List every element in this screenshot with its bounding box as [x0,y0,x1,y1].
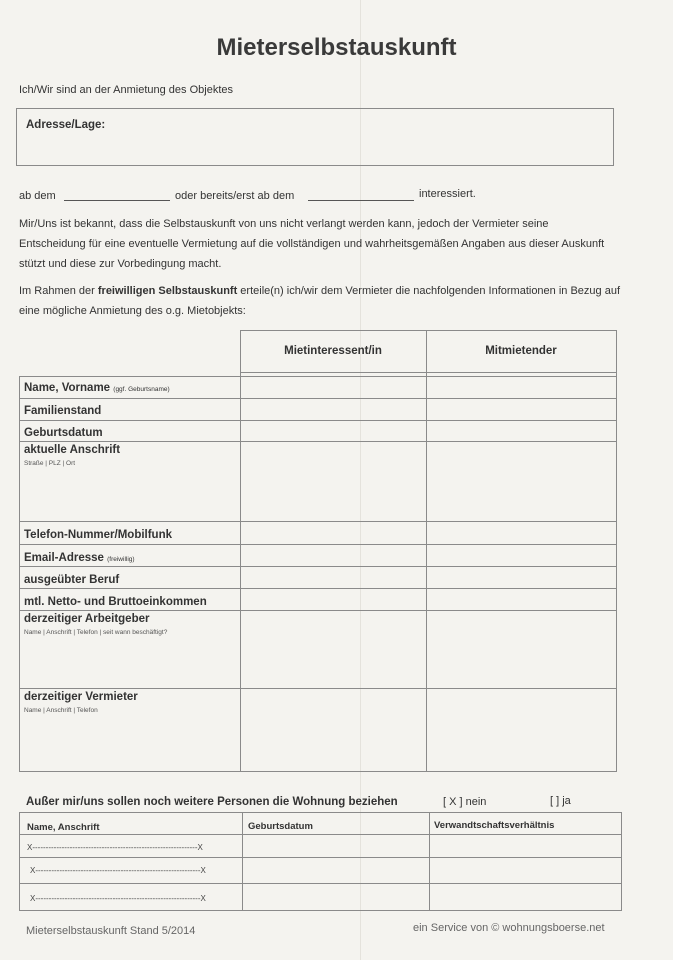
persons-col-birthdate: Geburtsdatum [248,821,313,832]
person-line-3[interactable]: X--------------------------------------------------------------X [30,894,206,903]
row-email: Email-Adresse (freiwillig) [24,552,135,564]
option-no-checkbox[interactable]: [ X ] nein [443,796,487,808]
row-landlord-sub: Name | Anschrift | Telefon [24,707,98,714]
consent-paragraph: Im Rahmen der freiwilligen Selbstauskunft erteile(n) ich/wir dem Vermieter die nachfolgenden Informationen in Bezug auf eine mögliche Anmietung des o.g. Mietobjekts: [19,285,620,317]
page-title: Mieterselbstauskunft [216,34,457,61]
row-employer: derzeitiger Arbeitgeber [24,613,150,625]
row-income: mtl. Netto- und Bruttoeinkommen [24,596,207,608]
person-line-2[interactable]: X--------------------------------------------------------------X [30,866,206,875]
footer-right: ein Service von © wohnungsboerse.net [413,922,605,934]
row-address: aktuelle Anschrift [24,444,121,456]
alt-date-field[interactable] [308,191,414,201]
row-name: Name, Vorname (ggf. Geburtsname) [24,382,170,394]
option-yes-checkbox[interactable]: [ ] ja [550,795,571,807]
row-birthdate: Geburtsdatum [24,427,103,439]
row-address-sub: Straße | PLZ | Ort [24,460,76,467]
row-occupation: ausgeübter Beruf [24,574,120,586]
date-suffix: interessiert. [419,188,476,200]
address-field[interactable] [16,108,614,166]
start-date-field[interactable] [64,191,170,201]
person-line-1[interactable]: X--------------------------------------------------------------X [27,843,203,852]
consent-bold: freiwilligen Selbstauskunft [97,285,238,297]
row-landlord: derzeitiger Vermieter [24,691,138,703]
intro-text: Ich/Wir sind an der Anmietung des Objektes [19,84,233,96]
persons-question: Außer mir/uns sollen noch weitere Personen die Wohnung beziehen [26,796,398,808]
address-label: Adresse/Lage: [26,119,106,131]
persons-col-name: Name, Anschrift [27,822,100,833]
row-marital-status: Familienstand [24,405,102,417]
footer-left: Mieterselbstauskunft Stand 5/2014 [26,925,196,937]
col-cotenant: Mitmietender [485,345,557,357]
date-middle: oder bereits/erst ab dem [175,190,295,202]
row-employer-sub: Name | Anschrift | Telefon | seit wann beschäftigt? [24,629,168,636]
col-applicant: Mietinteressent/in [284,345,382,357]
row-phone: Telefon-Nummer/Mobilfunk [24,529,173,541]
notice-paragraph: Mir/Uns ist bekannt, dass die Selbstauskunft von uns nicht verlangt werden kann, jedoch der Vermieter seine Entscheidung für eine eventuelle Vermietung auf die vollständigen und wahrheitsgemäßen Angaben aus dieser Auskunft stützt und diese zur Vorbedingung macht. [19,218,605,270]
date-prefix: ab dem [19,190,56,202]
persons-col-relation: Verwandtschaftsverhältnis [434,820,555,831]
